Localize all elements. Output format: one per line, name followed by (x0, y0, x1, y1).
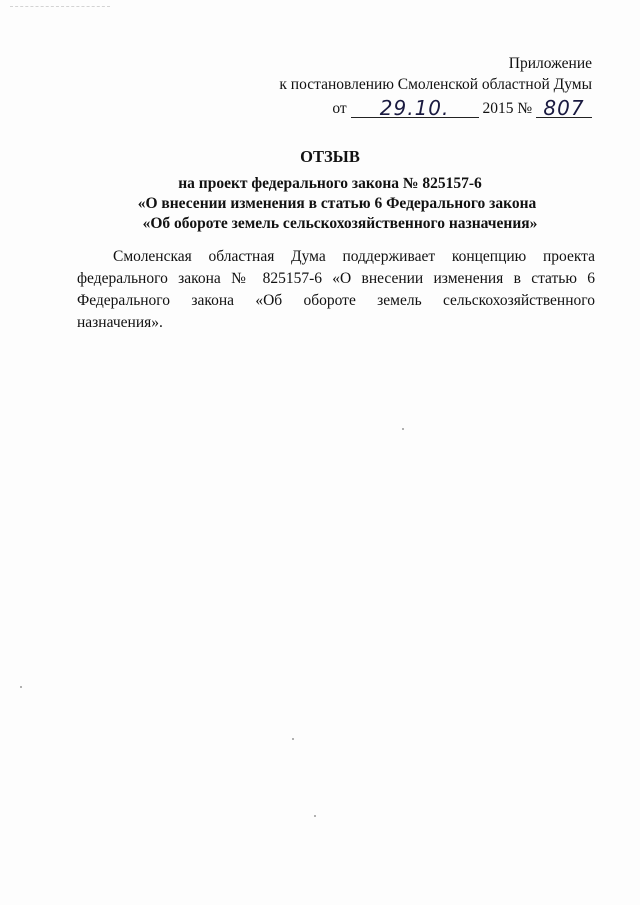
scan-speck (20, 686, 22, 688)
scan-speck (292, 738, 294, 740)
title-block (0, 146, 640, 234)
title-line-2: на проект федерального закона № 825157-6 (178, 175, 482, 192)
from-label: от (332, 100, 347, 117)
handwritten-date: 29.10. (379, 96, 450, 120)
appendix-header (279, 53, 592, 95)
scan-artifact (10, 6, 110, 9)
scan-speck (314, 815, 316, 817)
scan-speck (402, 428, 404, 430)
body-paragraph: Смоленская областная Дума поддерживает концепцию проекта федерального закона № 825157-6 «О внесении изменения в статью 6 Федерального закона «Об обороте земель сельскохозяйственного назначения». (77, 248, 595, 331)
document-heading: ОТЗЫВ (300, 147, 360, 166)
title-line-4: «Об обороте земель сельскохозяйственного назначения» (142, 215, 538, 232)
number-field (536, 93, 592, 118)
appendix-title: Приложение (508, 55, 592, 72)
title-line-3: «О внесении изменения в статью 6 Федерального закона (137, 195, 537, 212)
date-field (351, 93, 479, 118)
date-number-line (332, 93, 592, 120)
handwritten-number: 807 (543, 96, 585, 120)
appendix-resolution: к постановлению Смоленской областной Думы (279, 76, 592, 93)
year-number-label: 2015 № (482, 100, 533, 117)
